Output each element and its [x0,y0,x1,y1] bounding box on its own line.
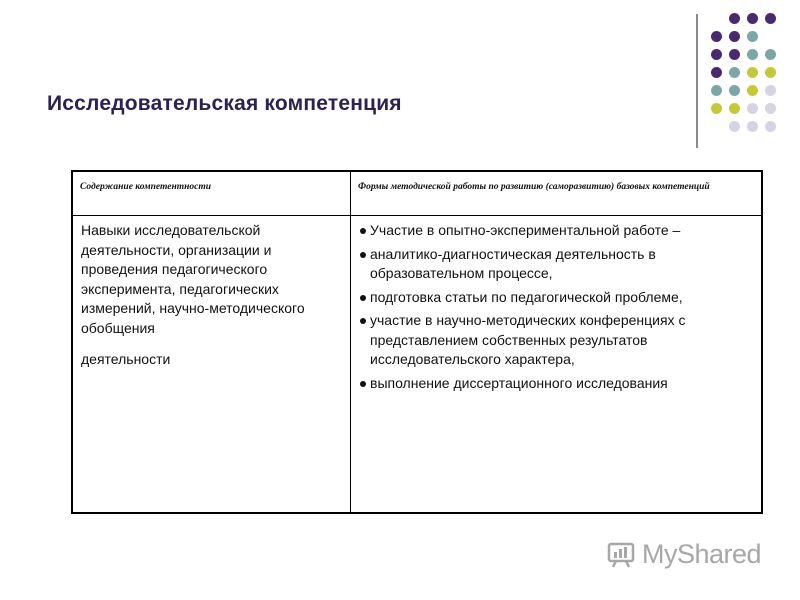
decorative-dot [729,103,740,114]
bullet-icon [360,252,366,258]
table-body-row [72,216,762,514]
decorative-dot [747,103,758,114]
decorative-dot [711,103,722,114]
cell-method-forms [351,216,763,514]
decorative-dot [765,121,776,132]
decorative-dot [765,103,776,114]
decorative-dot [711,49,722,60]
decorative-dot [765,49,776,60]
header-text-content: Содержание компетентности [80,182,212,192]
vertical-divider-line [696,14,698,148]
decorative-dot [747,49,758,60]
decorative-dot [747,13,758,24]
decorative-dot [729,13,740,24]
decorative-dot [747,67,758,78]
myshared-watermark [606,536,761,572]
method-forms-list [360,221,753,393]
decorative-dot [729,49,740,60]
decorative-dot [765,13,776,24]
list-item: аналитико-диагностическая деятельность в образовательном процессе, [360,245,753,284]
bullet-icon [360,228,366,234]
decorative-dot [747,31,758,42]
bullet-icon [360,295,366,301]
competence-skills-text: Навыки исследовательской деятельности, организации и проведения педагогического эксперимента, педагогических измерений, научно-методического обобщения [81,222,305,336]
slide-title: Исследовательская компетенция [47,92,402,115]
decorative-dot [765,67,776,78]
cell-competence-content [72,216,351,514]
myshared-logo-icon [606,539,636,569]
table-header-row [72,171,762,216]
header-cell-forms [351,171,763,216]
header-text-forms: Формы методической работы по развитию (саморазвитию) базовых компетенций [358,182,710,192]
decorative-dot [711,85,722,96]
decorative-dot [747,121,758,132]
competence-activity-text: деятельности [81,351,171,367]
list-item: Участие в опытно-экспериментальной работе – [360,221,753,241]
decorative-dot [747,85,758,96]
decorative-dot [729,121,740,132]
list-item: подготовка статьи по педагогической проблеме, [360,288,753,308]
decorative-dot [711,31,722,42]
competence-table [71,170,763,514]
bullet-icon [360,381,366,387]
header-cell-content [72,171,351,216]
list-item: участие в научно-методических конференциях с представлением собственных результатов исследовательского характера, [360,311,753,370]
bullet-icon [360,318,366,324]
decorative-dot [729,67,740,78]
watermark-text: MyShared [642,538,762,569]
decorative-dot [711,67,722,78]
decorative-dot [729,31,740,42]
decorative-dot [765,85,776,96]
decorative-dot [729,85,740,96]
decorative-dot-grid [0,0,800,140]
list-item: выполнение диссертационного исследования [360,374,753,394]
